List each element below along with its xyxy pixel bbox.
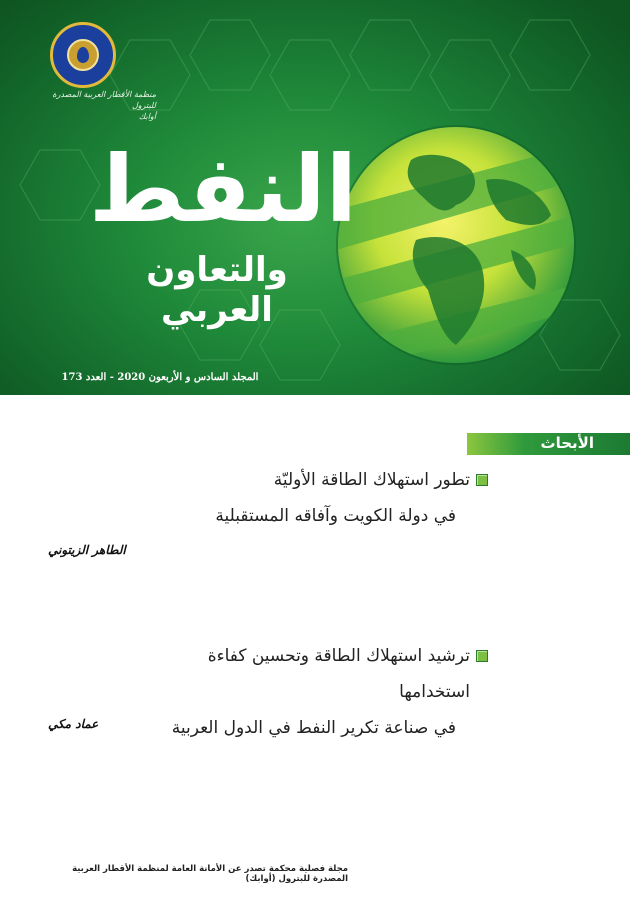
organization-name — [46, 89, 156, 122]
org-name-line2: أوابك — [138, 112, 156, 121]
cover-banner — [0, 0, 630, 395]
oil-drop-icon — [77, 47, 89, 63]
article-1-title-line1: تطور استهلاك الطاقة الأوليّة — [273, 470, 470, 490]
bullet-icon — [476, 474, 488, 486]
magazine-title: النفط — [88, 136, 358, 243]
section-label: الأبحاث — [540, 434, 594, 452]
section-header — [467, 433, 630, 455]
logo-emblem — [67, 39, 99, 71]
article-1-author: الطاهر الزيتوني — [48, 543, 126, 557]
issue-info: المجلد السادس و الأربعون 2020 - العدد 173 — [61, 372, 259, 383]
article-1-title-line2: في دولة الكويت وآفاقه المستقبلية — [215, 506, 456, 526]
org-name-line1: منظمة الأقطار العربية المصدرة للبترول — [52, 90, 156, 110]
article-2[interactable] — [170, 638, 470, 746]
magazine-subtitle: والتعاون العربي — [146, 250, 288, 330]
opec-logo — [50, 22, 116, 88]
article-2-title-line2: في صناعة تكرير النفط في الدول العربية — [171, 718, 456, 738]
article-2-title-line1: ترشيد استهلاك الطاقة وتحسين كفاءة استخدامها — [207, 646, 470, 702]
article-2-author: عماد مكي — [48, 717, 99, 731]
footer-note: مجلة فصلية محكمة تصدر عن الأمانة العامة لمنظمة الأقطار العربية المصدرة للبترول (أوابك) — [72, 864, 348, 884]
bullet-icon — [476, 650, 488, 662]
article-1[interactable] — [170, 462, 470, 534]
